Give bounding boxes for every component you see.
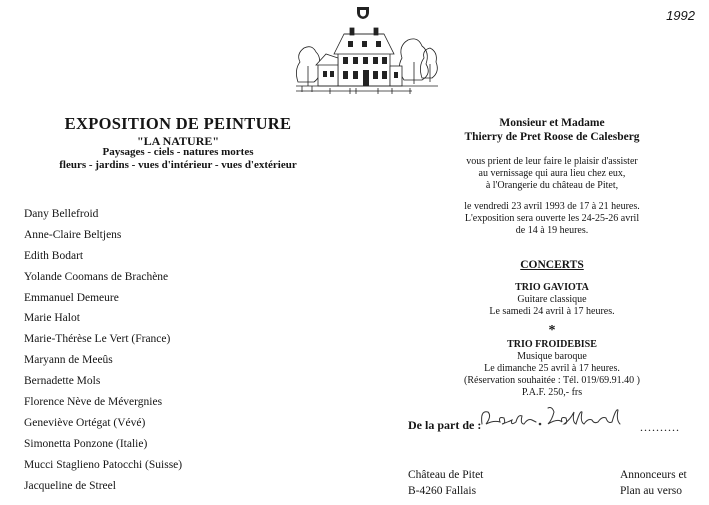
artist-name: Maryann de Meeûs (24, 354, 113, 367)
signature-dots: .......... (640, 420, 680, 434)
artist-name: Florence Nève de Mévergnies (24, 396, 163, 409)
artist-name: Dany Bellefroid (24, 208, 99, 220)
concert-when: Le samedi 24 avril à 17 heures. (489, 306, 615, 317)
concert-genre: Musique baroque (517, 351, 587, 362)
concert-separator: * (548, 323, 556, 338)
invitation-date2: L'exposition sera ouverte les 24-25-26 avril (464, 213, 640, 224)
exhibition-title: EXPOSITION DE PEINTURE (64, 114, 292, 133)
crest-icon (355, 6, 371, 20)
artist-name: Anne-Claire Beltjens (24, 228, 122, 241)
artist-name: Mucci Staglieno Patocchi (Suisse) (24, 458, 183, 471)
concert-genre: Guitare classique (517, 294, 587, 305)
artist-name: Jacqueline de Streel (24, 479, 116, 492)
artist-name: Yolande Coomans de Brachène (24, 270, 169, 283)
invitation-line3: à l'Orangerie du château de Pitet, (485, 180, 619, 191)
exhibition-subtitle: "LA NATURE" (136, 134, 220, 148)
artist-name: Marie Halot (24, 312, 80, 325)
artist-name: Marie-Thérèse Le Vert (France) (24, 333, 171, 346)
artist-name: Edith Bodart (24, 249, 84, 262)
hosts-line1: Monsieur et Madame (499, 117, 605, 129)
concert-name: TRIO GAVIOTA (515, 282, 589, 293)
artist-list (24, 204, 182, 496)
address-line1: Château de Pitet (408, 469, 484, 481)
chateau-illustration (292, 22, 442, 100)
concert-when: Le dimanche 25 avril à 17 heures. (484, 363, 620, 374)
note-line1: Annonceurs et (620, 469, 687, 481)
from-label: De la part de : (408, 418, 482, 432)
invitation-line2: au vernissage qui aura lieu chez eux, (478, 168, 626, 179)
concert-name: TRIO FROIDEBISE (507, 339, 597, 350)
artist-name: Bernadette Mols (24, 375, 101, 388)
note-line2: Plan au verso (620, 485, 682, 497)
exhibition-themes-line2: fleurs - jardins - vues d'intérieur - vues d'extérieur (59, 159, 297, 171)
address-line2: B-4260 Fallais (408, 485, 477, 497)
year-mark: 1992 (666, 8, 695, 23)
hosts-line2: Thierry de Pret Roose de Calesberg (464, 131, 640, 143)
artist-name: Simonetta Ponzone (Italie) (24, 437, 148, 450)
concert-price: P.A.F. 250,- frs (521, 387, 583, 398)
invitation-date1: le vendredi 23 avril 1993 de 17 à 21 heures. (464, 201, 640, 212)
concert-reservation: (Réservation souhaitée : Tél. 019/69.91.40 ) (464, 375, 640, 386)
signature (478, 402, 638, 434)
exhibition-themes-line1: Paysages - ciels - natures mortes (102, 146, 254, 158)
invitation-date3: de 14 à 19 heures. (515, 225, 589, 236)
invitation-line1: vous prient de leur faire le plaisir d'assister (466, 156, 638, 167)
concerts-heading: CONCERTS (520, 259, 584, 271)
artist-name: Geneviève Ortégat (Vévé) (24, 416, 146, 429)
artist-name: Emmanuel Demeure (24, 291, 119, 304)
